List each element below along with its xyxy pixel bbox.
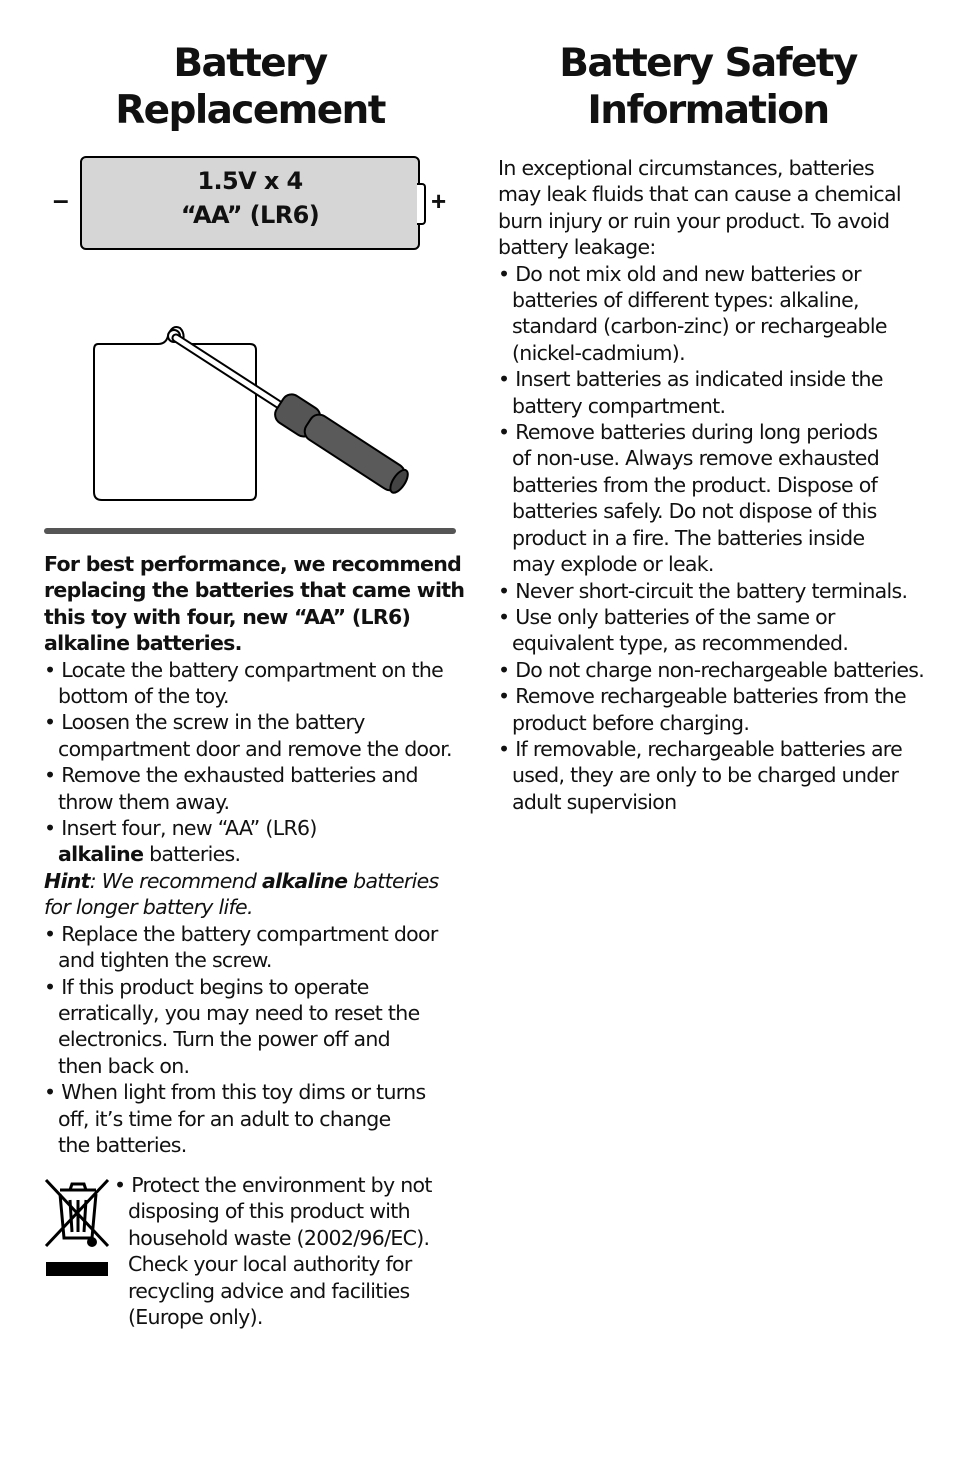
environment-line: • Protect the environment by not — [114, 1173, 432, 1197]
step-line: • If this product begins to operate — [44, 974, 369, 999]
safety-line: • Use only batteries of the same or — [498, 604, 835, 629]
compartment-door-outline — [94, 327, 256, 500]
safety-line: equivalent type, as recommended. — [512, 631, 849, 656]
intro-line: this toy with four, new “AA” (LR6) — [44, 604, 411, 629]
screwdriver-door-illustration — [90, 322, 460, 507]
step-line: bottom of the toy. — [58, 684, 229, 709]
step-line: and tighten the screw. — [58, 948, 272, 973]
section-divider — [44, 528, 456, 534]
environment-line: Check your local authority for — [128, 1252, 412, 1277]
title-line: Replacement — [115, 88, 385, 133]
safety-line: burn injury or ruin your product. To avoid — [498, 208, 890, 233]
step-line: erratically, you may need to reset the — [58, 1000, 420, 1025]
crossed-out-bin-icon — [44, 1176, 110, 1278]
hint-label: Hint — [44, 868, 90, 893]
title-line: Battery Safety — [559, 41, 857, 86]
safety-line: used, they are only to be charged under — [512, 763, 899, 788]
safety-line: may explode or leak. — [512, 552, 714, 577]
safety-line: • Do not mix old and new batteries or — [498, 261, 861, 286]
environment-line: household waste (2002/96/EC). — [128, 1225, 430, 1250]
safety-line: batteries from the product. Dispose of — [512, 472, 878, 497]
step-line — [44, 841, 464, 867]
safety-line: standard (carbon-zinc) or rechargeable — [512, 314, 887, 339]
step-line: compartment door and remove the door. — [58, 736, 452, 761]
safety-line: • If removable, rechargeable batteries are — [498, 736, 902, 761]
step-line: • Replace the battery compartment door — [44, 921, 438, 946]
step-line: • When light from this toy dims or turns — [44, 1080, 426, 1105]
battery-spec-label — [80, 164, 420, 232]
safety-line: • Remove batteries during long periods — [498, 420, 878, 445]
safety-line: • Never short-circuit the battery terminals. — [498, 578, 908, 603]
battery-replacement-title — [44, 40, 456, 134]
step-line: the batteries. — [58, 1132, 187, 1157]
hint-text: : We recommend — [89, 868, 263, 893]
step-line: electronics. Turn the power off and — [58, 1027, 390, 1052]
battery-minus-terminal: – — [53, 184, 69, 215]
safety-line: of non-use. Always remove exhausted — [512, 446, 880, 471]
safety-line: battery leakage: — [498, 235, 656, 260]
step-text: batteries. — [143, 842, 241, 867]
intro-line: alkaline batteries. — [44, 631, 242, 656]
safety-information — [498, 155, 928, 815]
step-line: then back on. — [58, 1053, 190, 1078]
hint-line: for longer battery life. — [44, 895, 253, 920]
safety-line: may leak fluids that can cause a chemical — [498, 182, 901, 207]
battery-spec-type: “AA” (LR6) — [180, 201, 320, 229]
safety-line: In exceptional circumstances, batteries — [498, 156, 874, 180]
title-line: Information — [587, 88, 829, 133]
safety-line: (nickel-cadmium). — [512, 340, 685, 365]
step-line: throw them away. — [58, 789, 230, 814]
title-line: Battery — [173, 41, 327, 86]
step-line: • Loosen the screw in the battery — [44, 710, 365, 735]
hint-line — [44, 868, 464, 894]
screwdriver-handle-icon — [271, 391, 413, 498]
safety-line: • Do not charge non-rechargeable batteries. — [498, 657, 925, 682]
hint-text: batteries — [347, 868, 439, 893]
safety-line: product in a fire. The batteries inside — [512, 525, 865, 550]
environment-line: disposing of this product with — [128, 1199, 410, 1224]
environment-line: (Europe only). — [128, 1305, 263, 1330]
battery-safety-title — [498, 40, 918, 134]
environment-notice — [114, 1172, 464, 1330]
safety-line: batteries of different types: alkaline, — [512, 288, 859, 313]
intro-line: For best performance, we recommend — [44, 552, 462, 576]
hint-alkaline: alkaline — [262, 868, 348, 893]
battery-diagram — [80, 156, 418, 248]
battery-spec-voltage: 1.5V x 4 — [197, 167, 303, 195]
safety-line: • Remove rechargeable batteries from the — [498, 684, 906, 709]
intro-line: replacing the batteries that came with — [44, 578, 465, 603]
step-line: • Insert four, new “AA” (LR6) — [44, 816, 317, 841]
safety-line: battery compartment. — [512, 393, 726, 418]
replacement-instructions — [44, 551, 464, 1158]
step-line: off, it’s time for an adult to change — [58, 1106, 391, 1131]
safety-line: batteries safely. Do not dispose of this — [512, 499, 877, 524]
safety-line: product before charging. — [512, 710, 750, 735]
safety-line: adult supervision — [512, 789, 677, 814]
step-line: • Locate the battery compartment on the — [44, 657, 444, 682]
battery-plus-terminal: + — [431, 186, 447, 216]
step-line: • Remove the exhausted batteries and — [44, 763, 418, 788]
alkaline-emphasis: alkaline — [58, 842, 144, 867]
environment-line: recycling advice and facilities — [128, 1278, 410, 1303]
safety-line: • Insert batteries as indicated inside the — [498, 367, 883, 392]
